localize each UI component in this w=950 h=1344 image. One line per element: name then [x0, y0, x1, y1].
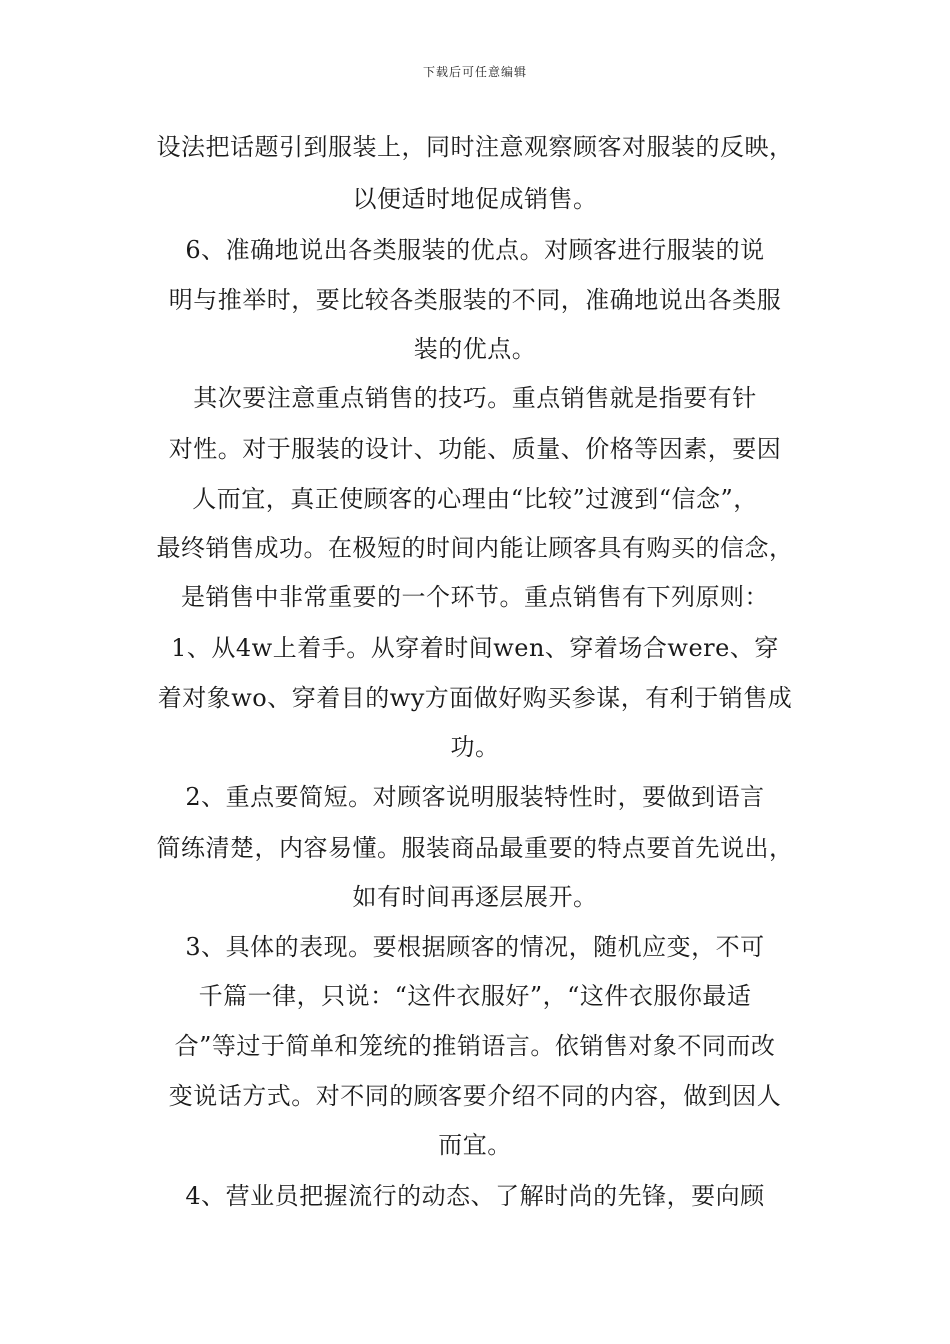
text-line: 功。 [450, 733, 500, 761]
text-line: 装的优点。 [413, 335, 537, 363]
text-line: 简练清楚，内容易懂。服装商品最重要的特点要首先说出， [156, 834, 794, 862]
text-line: 对性。对于服装的设计、功能、质量、价格等因素，要因 [168, 435, 782, 463]
text-line: 千篇一律，只说：“这件衣服好”，“这件衣服你最适 [198, 982, 752, 1010]
text-line: 以便适时地促成销售。 [352, 185, 598, 213]
page-header-note: 下载后可任意编辑 [422, 65, 527, 79]
text-line: 6、准确地说出各类服装的优点。对顾客进行服装的说 [185, 236, 765, 264]
text-line: 最终销售成功。在极短的时间内能让顾客具有购买的信念， [156, 534, 794, 562]
text-line: 2、重点要简短。对顾客说明服装特性时，要做到语言 [185, 783, 765, 811]
text-line: 3、具体的表现。要根据顾客的情况，随机应变，不可 [185, 933, 765, 961]
text-line: 变说话方式。对不同的顾客要介绍不同的内容，做到因人 [168, 1082, 782, 1110]
text-line: 着对象wo、穿着目的wy方面做好购买参谋，有利于销售成 [157, 684, 793, 712]
text-line: 是销售中非常重要的一个环节。重点销售有下列原则： [181, 583, 769, 611]
text-line: 其次要注意重点销售的技巧。重点销售就是指要有针 [193, 384, 757, 412]
text-line: 设法把话题引到服装上，同时注意观察顾客对服装的反映， [156, 133, 794, 161]
text-line: 而宜。 [438, 1131, 512, 1159]
text-line: 人而宜，真正使顾客的心理由“比较”过渡到“信念”， [192, 485, 758, 513]
text-line: 明与推举时，要比较各类服装的不同，准确地说出各类服 [168, 286, 782, 314]
text-line: 合”等过于简单和笼统的推销语言。依销售对象不同而改 [174, 1032, 776, 1060]
text-line: 4、营业员把握流行的动态、了解时尚的先锋，要向顾 [185, 1182, 765, 1210]
text-line: 1、从4w上着手。从穿着时间wen、穿着场合were、穿 [171, 634, 779, 662]
text-line: 如有时间再逐层展开。 [352, 883, 598, 911]
